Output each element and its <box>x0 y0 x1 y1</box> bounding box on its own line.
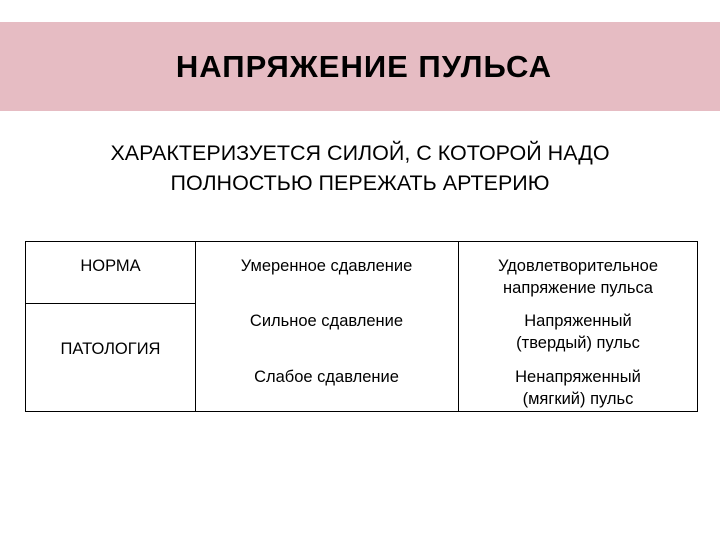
table-row-3-pressure: Слабое сдавление <box>254 368 399 386</box>
title-band <box>0 22 720 111</box>
norma-label: НОРМА <box>80 257 141 275</box>
table-row-1-result-line-1: Удовлетворительное <box>497 257 659 275</box>
subtitle-line-1: ХАРАКТЕРИЗУЕТСЯ СИЛОЙ, С КОТОРОЙ НАДО <box>110 141 610 165</box>
table-row-3-result-line-2: (мягкий) пульс <box>522 390 634 408</box>
group-divider <box>26 303 195 304</box>
table-row-2-pressure: Сильное сдавление <box>249 312 404 330</box>
table-row-1-result <box>458 255 698 299</box>
slide-title: НАПРЯЖЕНИЕ ПУЛЬСА <box>175 48 553 84</box>
patologiya-label: ПАТОЛОГИЯ <box>60 340 161 358</box>
table-row-3-result-line-1: Ненапряженный <box>515 368 641 386</box>
table-row-2-result <box>458 310 698 354</box>
subtitle-line-2: ПОЛНОСТЬЮ ПЕРЕЖАТЬ АРТЕРИЮ <box>170 171 550 195</box>
table-row-2-result-line-1: Напряженный <box>524 312 632 330</box>
table-row-1-result-line-2: напряжение пульса <box>503 279 653 297</box>
pulse-tension-table <box>25 241 698 412</box>
table-row-3-result <box>458 366 698 410</box>
subtitle <box>0 138 720 198</box>
table-row-2-result-line-2: (твердый) пульс <box>516 334 640 352</box>
table-row-1-pressure: Умеренное сдавление <box>240 257 413 275</box>
